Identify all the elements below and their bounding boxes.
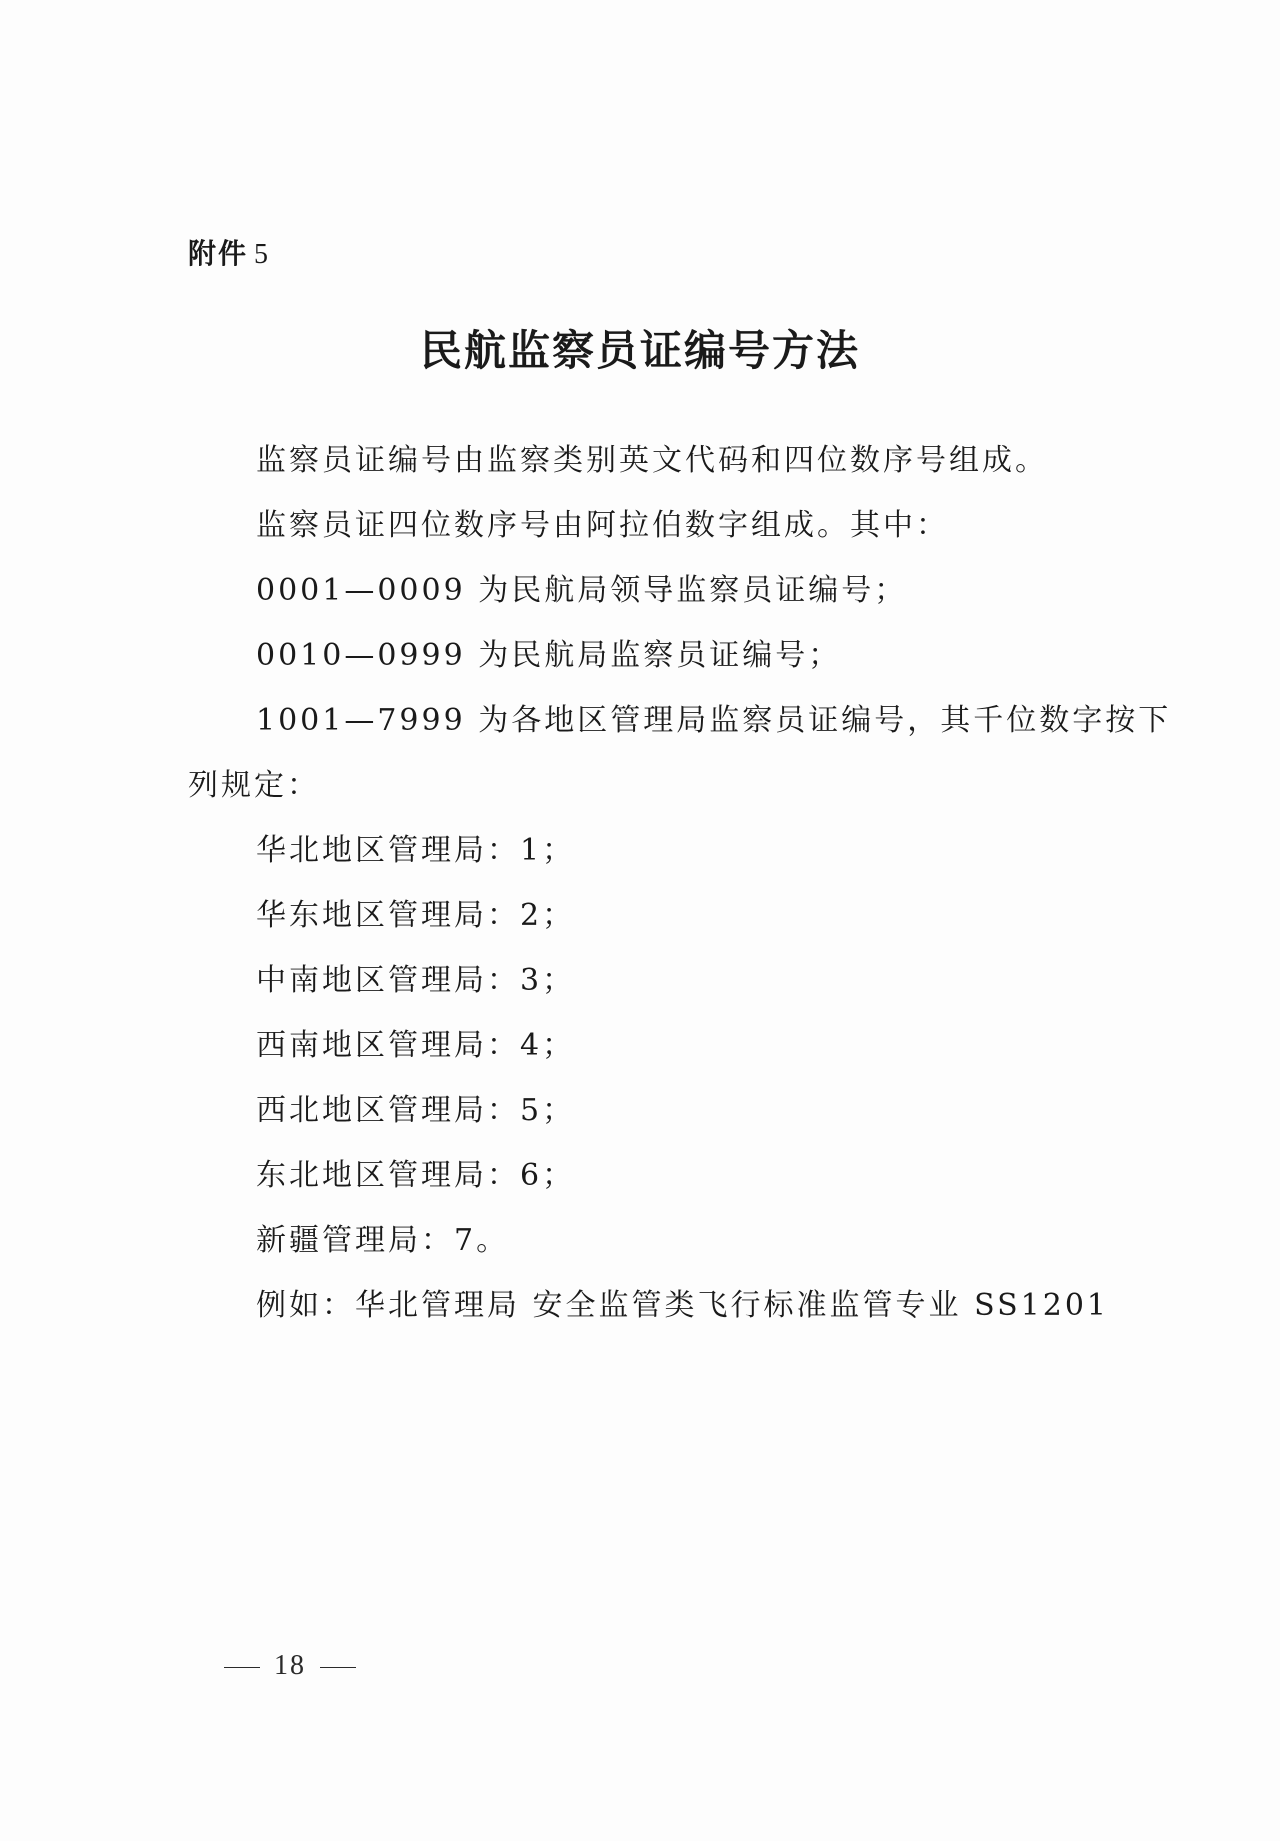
example-paragraph: 例如：华北管理局 安全监管类飞行标准监管专业 SS1201 — [256, 1288, 1109, 1323]
attachment-label — [188, 232, 270, 272]
body-paragraph-continuation: 列规定： — [188, 768, 320, 803]
body-paragraph: 0001—0009 为民航局领导监察员证编号； — [256, 573, 908, 608]
document-body — [188, 428, 1172, 1338]
region-code-item: 东北地区管理局：6； — [256, 1158, 576, 1193]
attachment-number: 5 — [254, 239, 271, 270]
page-number-dash-right — [320, 1667, 356, 1668]
page-number-dash-left — [224, 1667, 260, 1668]
body-paragraph: 监察员证编号由监察类别英文代码和四位数序号组成。 — [256, 443, 1048, 478]
region-code-item: 西南地区管理局：4； — [256, 1028, 576, 1063]
region-code-item: 中南地区管理局：3； — [256, 963, 576, 998]
body-paragraph: 监察员证四位数序号由阿拉伯数字组成。其中： — [256, 508, 949, 543]
attachment-label-text: 附件 — [188, 237, 249, 270]
body-paragraph: 0010—0999 为民航局监察员证编号； — [256, 638, 842, 673]
document-title: 民航监察员证编号方法 — [419, 326, 860, 375]
page-number — [210, 1650, 370, 1682]
page-number-value: 18 — [274, 1650, 306, 1681]
region-code-item: 华北地区管理局：1； — [256, 833, 576, 868]
region-code-item: 新疆管理局：7。 — [256, 1223, 510, 1258]
region-code-item: 西北地区管理局：5； — [256, 1093, 576, 1128]
body-paragraph: 1001—7999 为各地区管理局监察员证编号，其千位数字按下 — [256, 703, 1172, 738]
region-code-item: 华东地区管理局：2； — [256, 898, 576, 933]
